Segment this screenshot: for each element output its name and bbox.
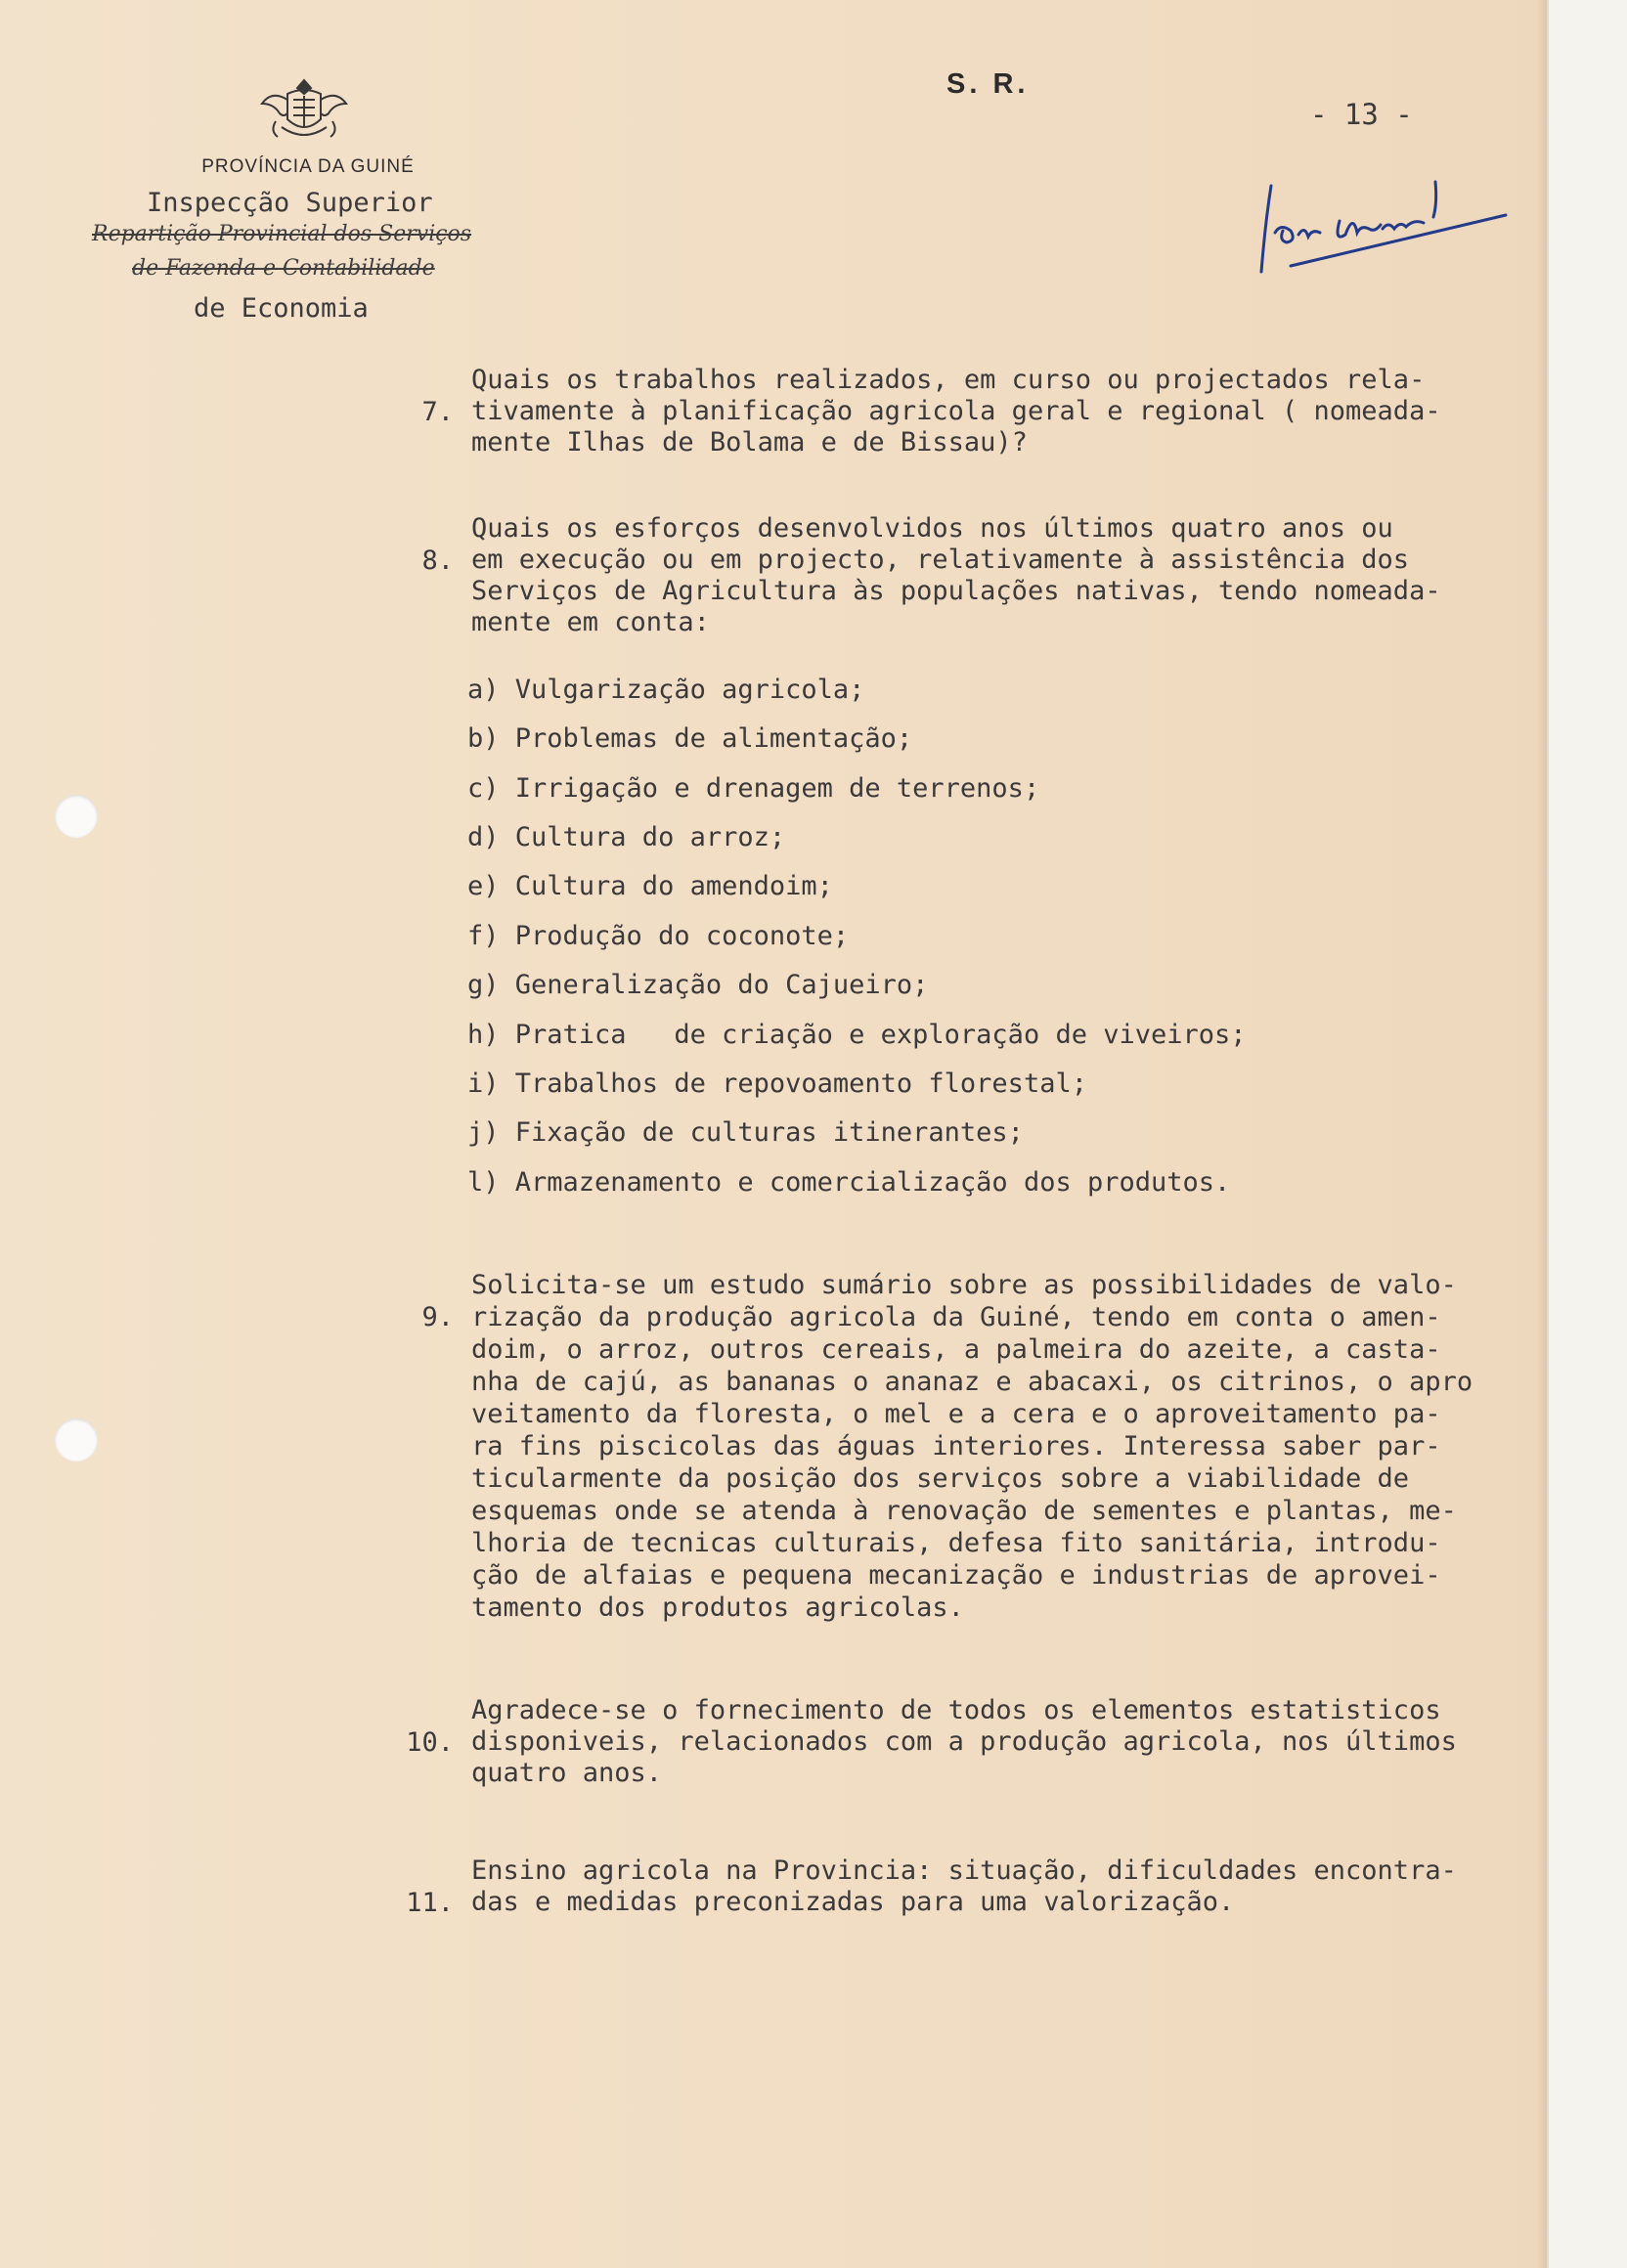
subitem-j: j) Fixação de culturas itinerantes;: [467, 1117, 1024, 1148]
item-line: quatro anos.: [471, 1758, 663, 1788]
item-line: Solicita-se um estudo sumário sobre as possibilidades de valo-: [471, 1270, 1457, 1300]
item-line: das e medidas preconizadas para uma valorização.: [471, 1887, 1235, 1917]
subitem-b: b) Problemas de alimentação;: [467, 723, 913, 754]
item-line: ticularmente da posição dos serviços sobre a viabilidade de: [471, 1463, 1410, 1494]
item-line: rização da produção agricola da Guiné, tendo em conta o amen-: [471, 1302, 1441, 1332]
item-number: 9.: [421, 1302, 454, 1332]
subitem-g: g) Generalização do Cajueiro;: [467, 970, 929, 1000]
struck-office-line-2: de Fazenda e Contabilidade: [132, 256, 435, 281]
handwritten-signature: [1252, 164, 1516, 282]
subitem-f: f) Produção do coconote;: [467, 921, 850, 951]
subitem-a: a) Vulgarização agricola;: [467, 675, 865, 705]
question-item-9: [399, 1269, 1473, 1688]
item-number: 10.: [406, 1727, 454, 1758]
item-line: tamento dos produtos agricolas.: [471, 1592, 964, 1623]
struck-office-line-1: Repartição Provincial dos Serviços: [92, 222, 472, 246]
subitem-c: c) Irrigação e drenagem de terrenos;: [467, 773, 1040, 804]
item-number: 11.: [406, 1888, 454, 1918]
item-line: Agradece-se o fornecimento de todos os elementos estatisticos: [471, 1695, 1441, 1725]
subitem-e: e) Cultura do amendoim;: [467, 871, 833, 901]
subitem-l: l) Armazenamento e comercialização dos produtos.: [467, 1167, 1231, 1198]
item-line: lhoria de tecnicas culturais, defesa fito sanitária, introdu-: [471, 1528, 1441, 1558]
item-number: 8.: [421, 545, 454, 576]
item-line: disponiveis, relacionados com a produção agricola, nos últimos: [471, 1726, 1457, 1757]
paper-edge-shadow: [1537, 0, 1549, 2268]
subitem-h: h) Pratica de criação e exploração de viveiros;: [467, 1020, 1247, 1050]
item-line: tivamente à planificação agricola geral e regional ( nomeada-: [471, 396, 1441, 426]
item-line: ção de alfaias e pequena mecanização e industrias de aprovei-: [471, 1560, 1441, 1591]
item-line: mente Ilhas de Bolama e de Bissau)?: [471, 427, 1028, 458]
punch-hole-lower: [55, 1418, 98, 1461]
item-line: Quais os esforços desenvolvidos nos últimos quatro anos ou: [471, 513, 1393, 544]
question-item-7: [399, 364, 1441, 525]
item-line: nha de cajú, as bananas o ananaz e abacaxi, os citrinos, o apro: [471, 1367, 1473, 1397]
punch-hole-upper: [55, 795, 98, 838]
coat-of-arms-icon: [258, 74, 350, 145]
item-line: ra fins piscicolas das águas interiores. Interessa saber par-: [471, 1431, 1441, 1461]
item-line: veitamento da floresta, o mel e a cera e o aproveitamento pa-: [471, 1399, 1441, 1429]
question-item-11: [399, 1854, 1457, 1984]
item-line: mente em conta:: [471, 607, 710, 637]
item-line: em execução ou em projecto, relativamente à assistência dos: [471, 545, 1410, 575]
item-line: Ensino agricola na Provincia: situação, dificuldades encontra-: [471, 1855, 1457, 1886]
item-line: Serviços de Agricultura às populações nativas, tendo nomeada-: [471, 576, 1441, 606]
item-number: 7.: [421, 397, 454, 427]
subitem-i: i) Trabalhos de repovoamento florestal;: [467, 1069, 1087, 1099]
subitem-d: d) Cultura do arroz;: [467, 822, 786, 852]
item-line: doim, o arroz, outros cereais, a palmeira do azeite, a casta-: [471, 1334, 1441, 1365]
office-line-economia: de Economia: [194, 293, 369, 324]
item-line: Quais os trabalhos realizados, em curso ou projectados rela-: [471, 365, 1426, 395]
classification-mark: S. R.: [946, 68, 1030, 100]
item-line: esquemas onde se atenda à renovação de sementes e plantas, me-: [471, 1496, 1457, 1526]
province-name: PROVÍNCIA DA GUINÉ: [201, 156, 415, 177]
office-line-inspeccao: Inspecção Superior: [147, 188, 433, 218]
page-number: - 13 -: [1310, 98, 1413, 131]
question-item-10: [399, 1694, 1457, 1855]
